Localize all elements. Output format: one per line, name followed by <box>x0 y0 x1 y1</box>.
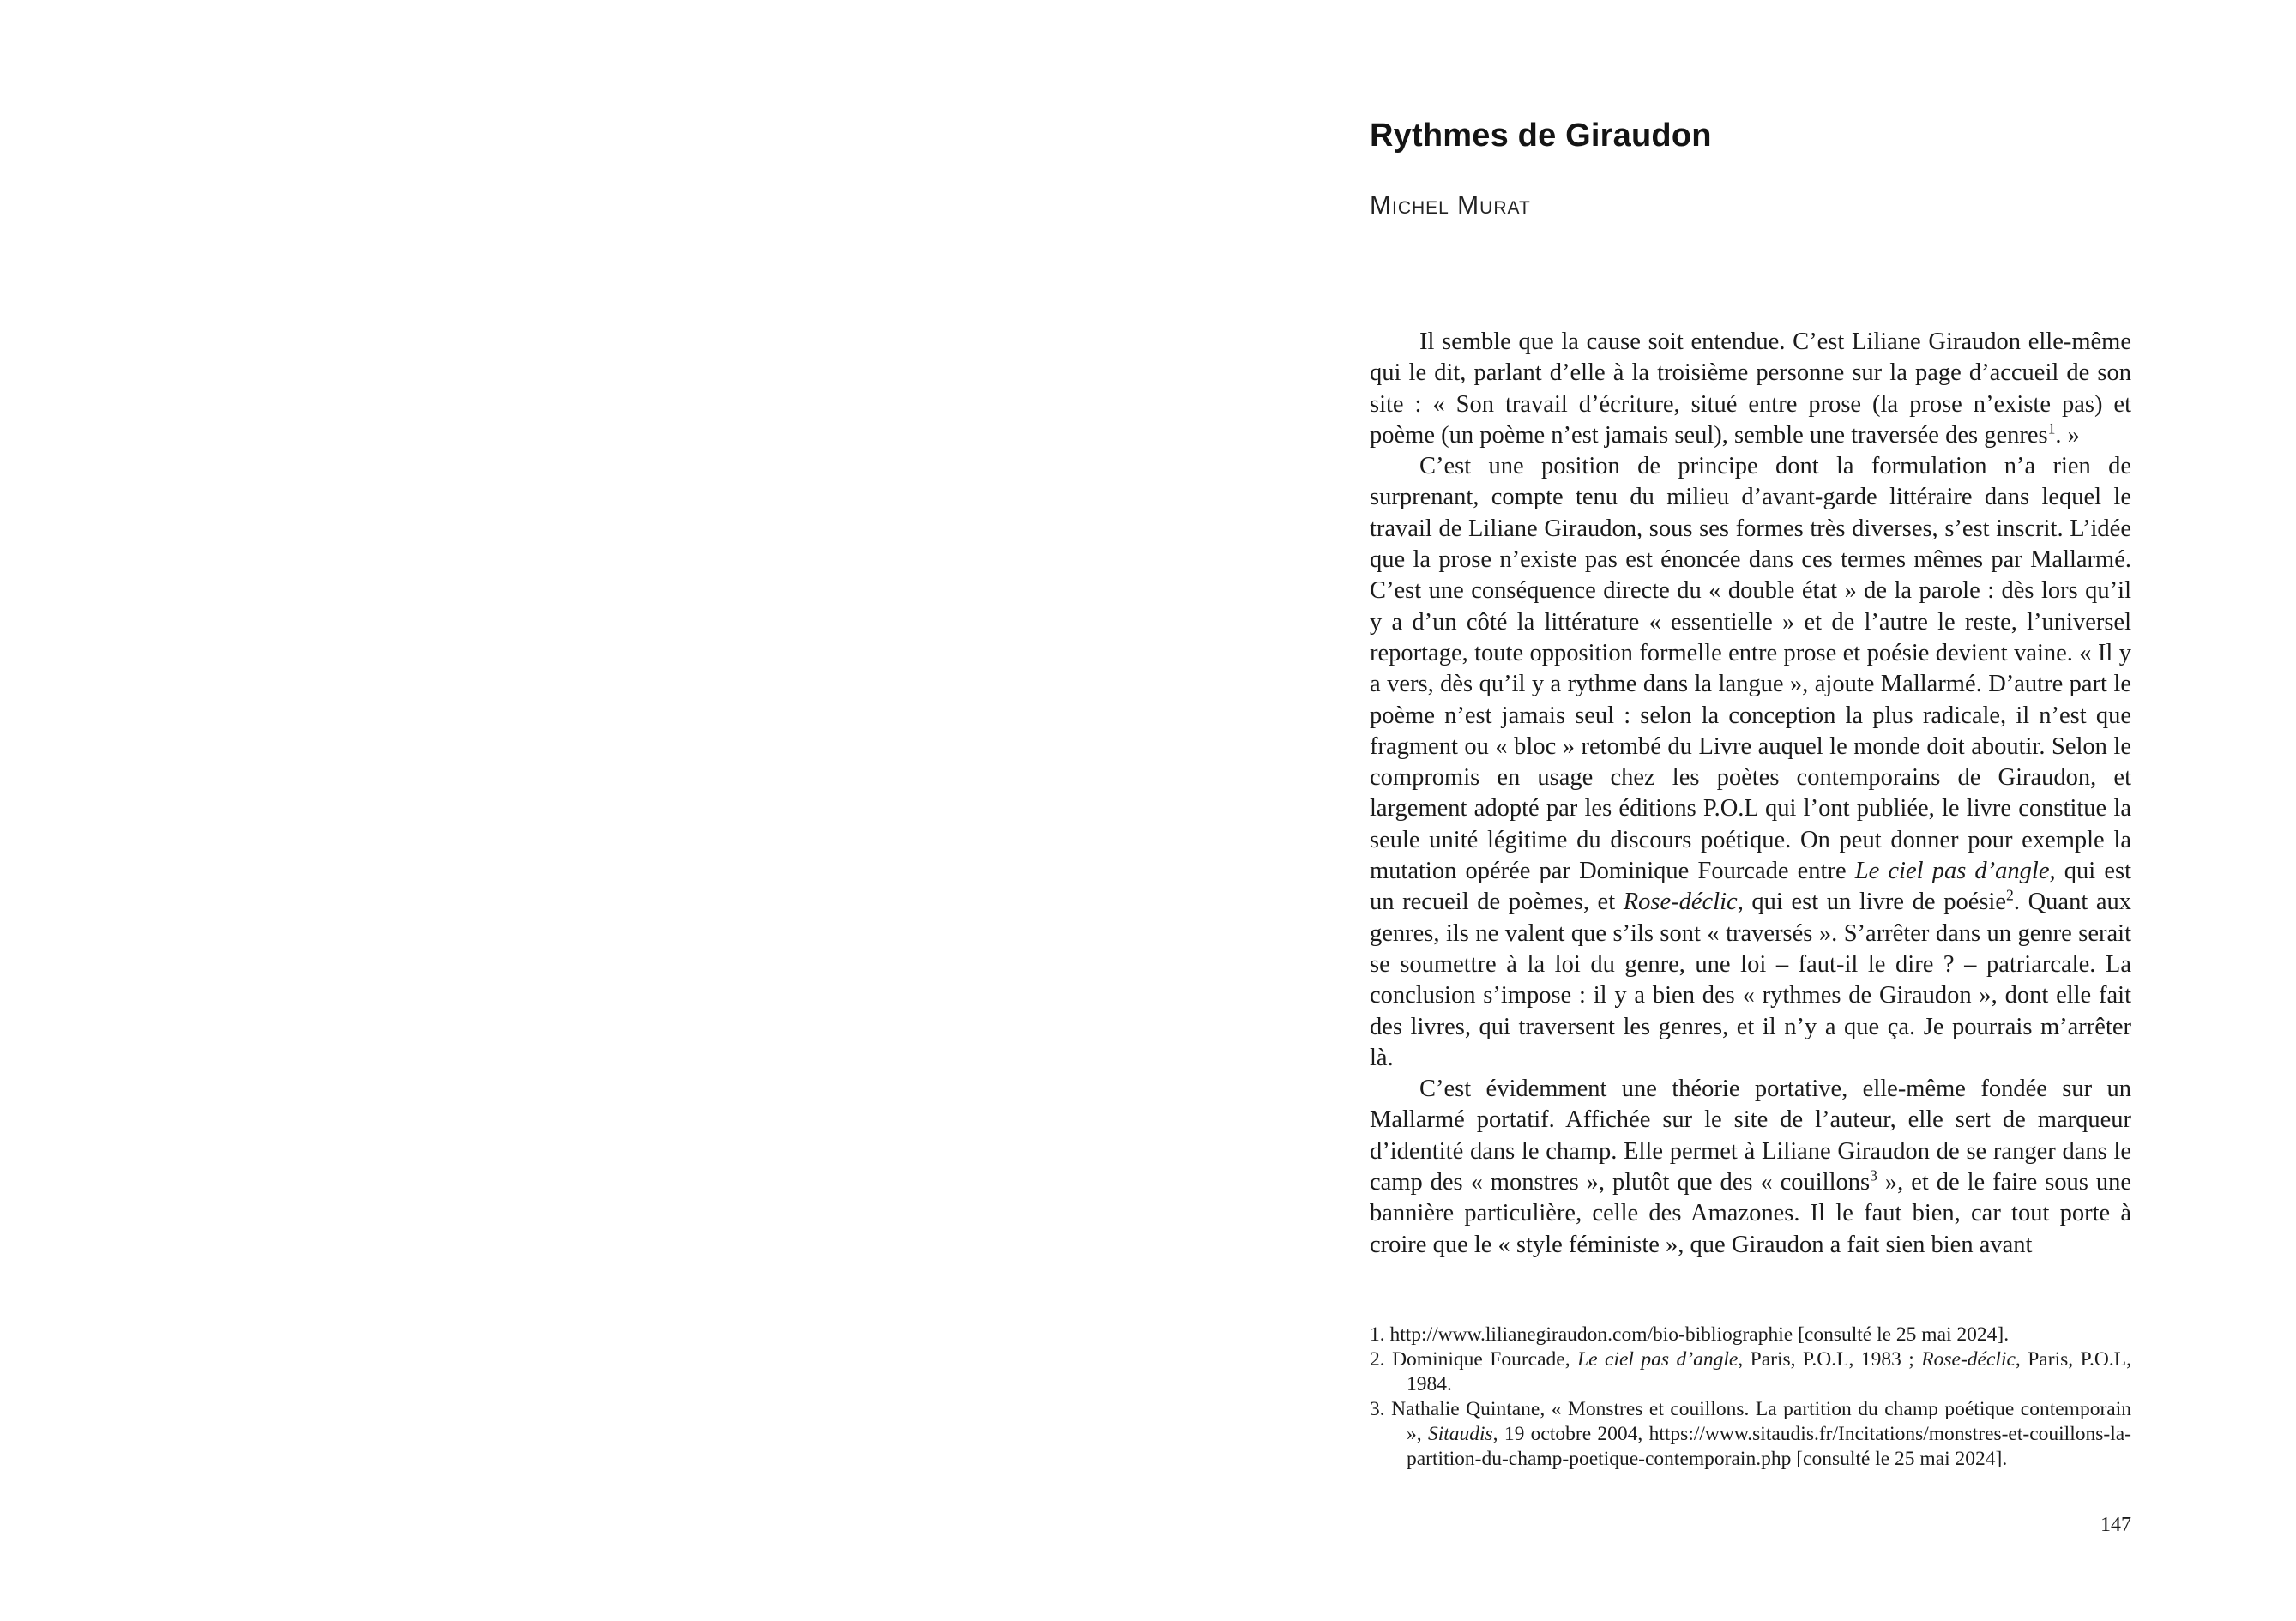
text-segment: C’est évidemment une théorie portative, elle-même fondée sur un Mallarmé portatif. Affichée sur le site de l’auteur, elle sert de marqueur d’identité dans le champ. Elle permet à Liliane Giraudon de se ranger dans le camp des « monstres », plutôt que des « couillons <box>1370 1076 2131 1196</box>
footnote-ref: 1 <box>2047 419 2056 437</box>
text-segment: 2. Dominique Fourcade, <box>1370 1347 1578 1371</box>
paragraph-1 <box>1370 327 2131 451</box>
footnote-3 <box>1370 1397 2131 1472</box>
article-body <box>1370 327 2131 1261</box>
footnote-ref: 3 <box>1870 1166 1877 1184</box>
footnote-ref: 2 <box>2006 886 2014 904</box>
text-segment: », et de le faire sous une bannière particulière, celle des Amazones. Il le faut bien, car tout porte à croire que le « style féministe », que Giraudon a fait sien bien avant <box>1370 1169 2131 1258</box>
paragraph-3 <box>1370 1074 2131 1261</box>
text-segment: . » <box>2055 421 2080 449</box>
article-title: Rythmes de Giraudon <box>1370 118 1712 154</box>
text-segment: Le ciel pas d’angle <box>1854 858 2050 885</box>
article-author: Michel Murat <box>1370 191 1531 220</box>
text-segment: Rose-déclic <box>1623 889 1738 916</box>
text-segment: Il semble que la cause soit entendue. C’est Liliane Giraudon elle-même qui le dit, parlant d’elle à la troisième personne sur la page d’accueil de son site : « Son travail d’écriture, situé entre prose (la prose n’existe pas) et poème (un poème n’est jamais seul), semble une traversée des genres <box>1370 328 2131 449</box>
text-segment: Sitaudis <box>1427 1422 1493 1445</box>
text-segment: Rose-déclic <box>1921 1347 2016 1371</box>
text-segment: , Paris, P.O.L, 1984. <box>1407 1347 2131 1395</box>
text-segment: 3. Nathalie Quintane, « Monstres et couillons. La partition du champ poétique contemporain », <box>1370 1397 2131 1445</box>
paragraph-2 <box>1370 451 2131 1074</box>
text-segment: Le ciel pas d’angle <box>1577 1347 1739 1371</box>
text-segment: , 19 octobre 2004, https://www.sitaudis.fr/Incitations/monstres-et-couillons-la-partition-du-champ-poetique-contemporain.php [consulté le 25 mai 2024]. <box>1407 1422 2131 1470</box>
footnotes <box>1370 1323 2131 1472</box>
text-segment: , qui est un livre de poésie <box>1737 889 2007 916</box>
text-segment: , Paris, P.O.L, 1983 ; <box>1738 1347 1922 1371</box>
article-column <box>1370 119 2131 1472</box>
text-segment: , qui est un recueil de poèmes, et <box>1370 858 2131 916</box>
text-segment: . Quant aux genres, ils ne valent que s’ils sont « traversés ». S’arrêter dans un genre serait se soumettre à la loi du genre, une loi – faut-il le dire ? – patriarcale. La conclusion s’impose : il y a bien des « rythmes de Giraudon », dont elle fait des livres, qui traversent les genres, et il n’y a que ça. Je pourrais m’arrêter là. <box>1370 889 2131 1071</box>
footnote-2 <box>1370 1347 2131 1397</box>
page-number: 147 <box>2100 1514 2131 1536</box>
text-segment: C’est une position de principe dont la formulation n’a rien de surprenant, compte tenu du milieu d’avant-garde littéraire dans lequel le travail de Liliane Giraudon, sous ses formes très diverses, s’est inscrit. L’idée que la prose n’existe pas est énoncée dans ces termes mêmes par Mallarmé. C’est une conséquence directe du « double état » de la parole : dès lors qu’il y a d’un côté la littérature « essentielle » et de l’autre le reste, l’universel reportage, toute opposition formelle entre prose et poésie devient vaine. « Il y a vers, dès qu’il y a rythme dans la langue », ajoute Mallarmé. D’autre part le poème n’est jamais seul : selon la conception la plus radicale, il n’est que fragment ou « bloc » retombé du Livre auquel le monde doit aboutir. Selon le compromis en usage chez les poètes contemporains de Giraudon, et largement adopté par les éditions P.O.L qui l’ont publiée, le livre constitue la seule unité légitime du discours poétique. On peut donner pour exemple la mutation opérée par Dominique Fourcade entre <box>1370 453 2131 885</box>
text-segment: 1. http://www.lilianegiraudon.com/bio-bibliographie [consulté le 25 mai 2024]. <box>1370 1323 2010 1346</box>
footnote-1 <box>1370 1323 2131 1347</box>
